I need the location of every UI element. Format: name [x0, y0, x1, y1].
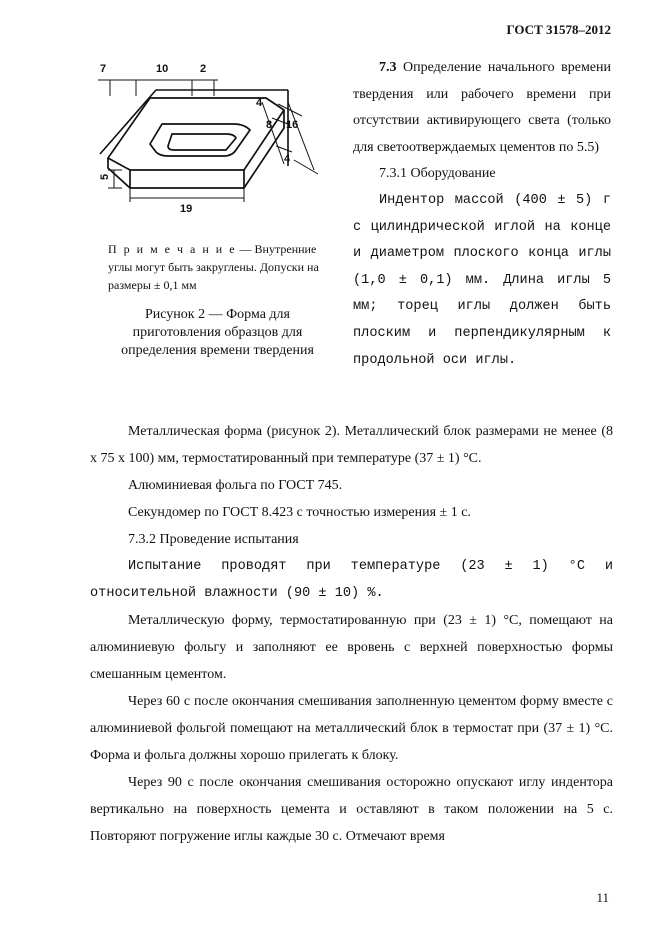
dim-label-7: 7	[100, 63, 107, 75]
note-label: П р и м е ч а н и е	[108, 242, 237, 256]
section-7-3-title: Определение начального времени твердения или рабочего времени при отсутствии активирующего света (только для светоотверждаемых цементов по 5.5)	[353, 60, 611, 155]
subsection-7-3-1: 7.3.1 Оборудование	[379, 166, 496, 182]
page-number: 11	[596, 890, 609, 905]
dim-label-5: 5	[99, 173, 111, 180]
dim-label-8: 8	[266, 119, 273, 131]
subsection-7-3-2: 7.3.2 Проведение испытания	[128, 532, 299, 547]
indentor-description: Индентор массой (400 ± 5) г с цилиндрической иглой на конце и диаметром плоского конца иглы (1,0 ± 0,1) мм. Длина иглы 5 мм; торец иглы должен быть плоским и перпендикулярным к продольной оси иглы.	[353, 192, 611, 368]
figure-2-mold-drawing	[88, 58, 328, 228]
paragraph-test-conditions: Испытание проводят при температуре (23 ± 1) °С и относительной влажности (90 ± 10) %.	[90, 559, 613, 601]
document-header: ГОСТ 31578–2012	[506, 22, 611, 37]
dim-label-16: 16	[286, 119, 299, 131]
section-7-3-heading	[353, 55, 611, 161]
dim-label-4-bottom: 4	[284, 153, 291, 165]
paragraph-stopwatch: Секундомер по ГОСТ 8.423 с точностью измерения ± 1 с.	[128, 505, 471, 520]
dim-label-19: 19	[180, 203, 193, 215]
section-7-3-column	[353, 55, 611, 374]
paragraph-needle: Через 90 с после окончания смешивания осторожно опускают иглу индентора вертикально на поверхность цемента и оставляют в таком положении на 5 с. Повторяют погружение иглы каждые 30 с. Отмечают время	[90, 775, 613, 844]
mold-drawing-svg	[88, 58, 328, 228]
dim-label-10: 10	[156, 63, 169, 75]
mold-front-side	[130, 170, 244, 188]
figure-note	[108, 240, 330, 294]
paragraph-form-filling: Металлическую форму, термостатированную при (23 ± 1) °С, помещают на алюминиевую фольгу и заполняют ее вровень с верхней поверхностью формы смешанным цементом.	[90, 613, 613, 682]
mold-left-side	[108, 158, 130, 188]
dim-right-16	[288, 102, 314, 170]
figure-caption: Рисунок 2 — Форма для приготовления образцов для определения времени твердения	[121, 307, 314, 358]
dim-label-2: 2	[200, 63, 207, 75]
dim-label-4-top: 4	[256, 97, 263, 109]
paragraph-metal-form: Металлическая форма (рисунок 2). Металлический блок размерами не менее (8 х 75 х 100) мм, термостатированный при температуре (37 ± 1) °С.	[90, 424, 613, 466]
body-text	[90, 418, 613, 850]
mold-cavity-inner	[168, 134, 236, 150]
section-7-3-number: 7.3	[379, 60, 397, 75]
note-text: — Внутренние углы могут быть закруглены. Допуски на размеры ± 0,1 мм	[108, 242, 319, 292]
paragraph-foil: Алюминиевая фольга по ГОСТ 745.	[128, 478, 343, 493]
mold-right-side	[244, 110, 284, 188]
paragraph-thermostat: Через 60 с после окончания смешивания заполненную цементом форму вместе с алюминиевой фольгой помещают на металлический блок в термостат при (37 ± 1) °С. Форма и фольга должны хорошо прилегать к блоку.	[90, 694, 613, 763]
